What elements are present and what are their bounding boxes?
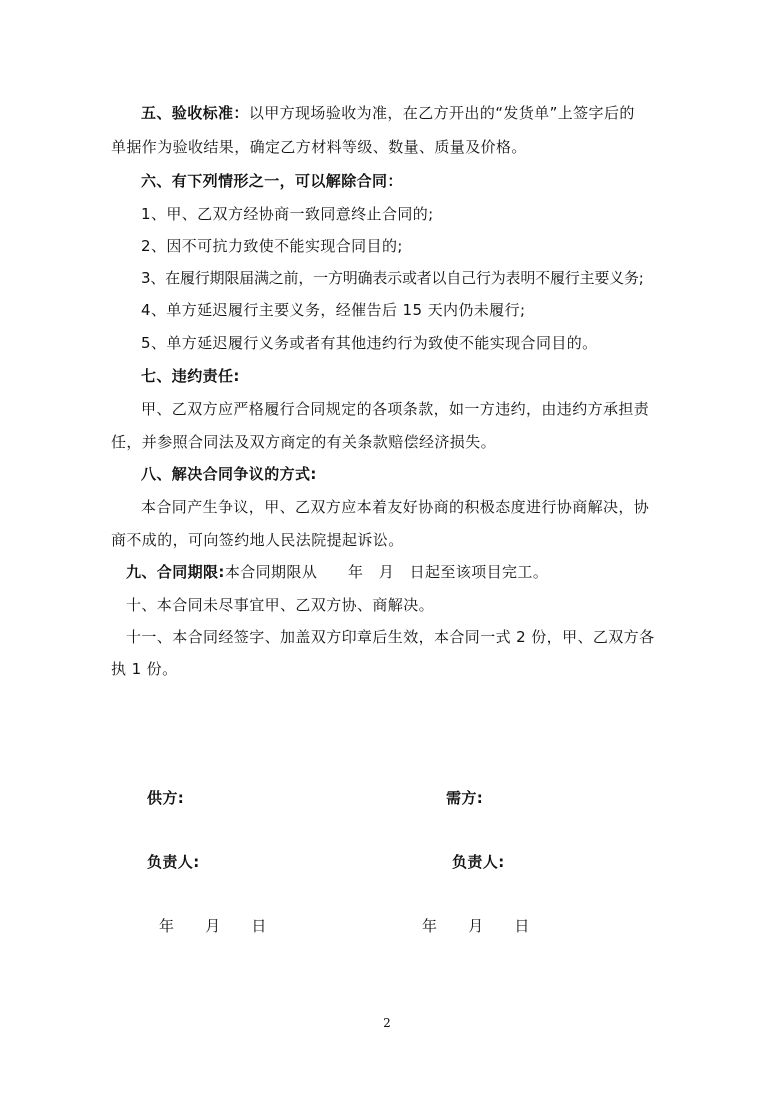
page-number: 2 — [383, 1016, 391, 1030]
section-5-line-2: 单据作为验收结果，确定乙方材料等级、数量、质量及价格。 — [111, 138, 527, 156]
supplier-person-label: 负责人: — [147, 853, 200, 871]
section-8-title: 八、解决合同争议的方式: — [141, 465, 317, 483]
buyer-date: 年 月 日 — [422, 917, 530, 935]
section-9-text: 本合同期限从 年 月 日起至该项目完工。 — [224, 563, 549, 581]
section-8-line-2: 商不成的，可向签约地人民法院提起诉讼。 — [111, 531, 404, 549]
section-9-line — [126, 563, 548, 581]
section-8-line-1: 本合同产生争议，甲、乙双方应本着友好协商的积极态度进行协商解决，协 — [141, 498, 650, 516]
section-5-text: 以甲方现场验收为准，在乙方开出的“发货单”上签字后的 — [248, 104, 635, 122]
section-5-line-1 — [141, 104, 635, 122]
section-7-line-2: 任，并参照合同法及双方商定的有关条款赔偿经济损失。 — [111, 433, 497, 451]
section-11-line-1: 十一、本合同经签字、加盖双方印章后生效，本合同一式 2 份，甲、乙双方各 — [126, 628, 655, 646]
section-6-item-3: 3、在履行期限届满之前，一方明确表示或者以自己行为表明不履行主要义务; — [141, 269, 644, 287]
section-7-line-1: 甲、乙双方应严格履行合同规定的各项条款，如一方违约，由违约方承担责 — [141, 400, 650, 418]
section-10-line: 十、本合同未尽事宜甲、乙双方协、商解决。 — [126, 596, 435, 614]
buyer-label: 需方: — [446, 789, 484, 807]
section-6-title: 六、有下列情形之一，可以解除合同： — [141, 172, 403, 190]
section-6-item-2: 2、因不可抗力致使不能实现合同目的; — [141, 237, 403, 255]
section-5-title: 五、验收标准： — [141, 104, 249, 122]
supplier-date: 年 月 日 — [159, 917, 267, 935]
section-6-item-1: 1、甲、乙双方经协商一致同意终止合同的; — [141, 205, 434, 223]
section-11-line-2: 执 1 份。 — [111, 660, 178, 678]
section-9-title: 九、合同期限: — [126, 563, 225, 581]
section-6-item-4: 4、单方延迟履行主要义务，经催告后 15 天内仍未履行; — [141, 301, 526, 319]
supplier-label: 供方: — [147, 789, 185, 807]
section-7-title: 七、违约责任: — [141, 367, 240, 385]
buyer-person-label: 负责人: — [452, 853, 505, 871]
section-6-item-5: 5、单方延迟履行义务或者有其他违约行为致使不能实现合同目的。 — [141, 334, 598, 352]
